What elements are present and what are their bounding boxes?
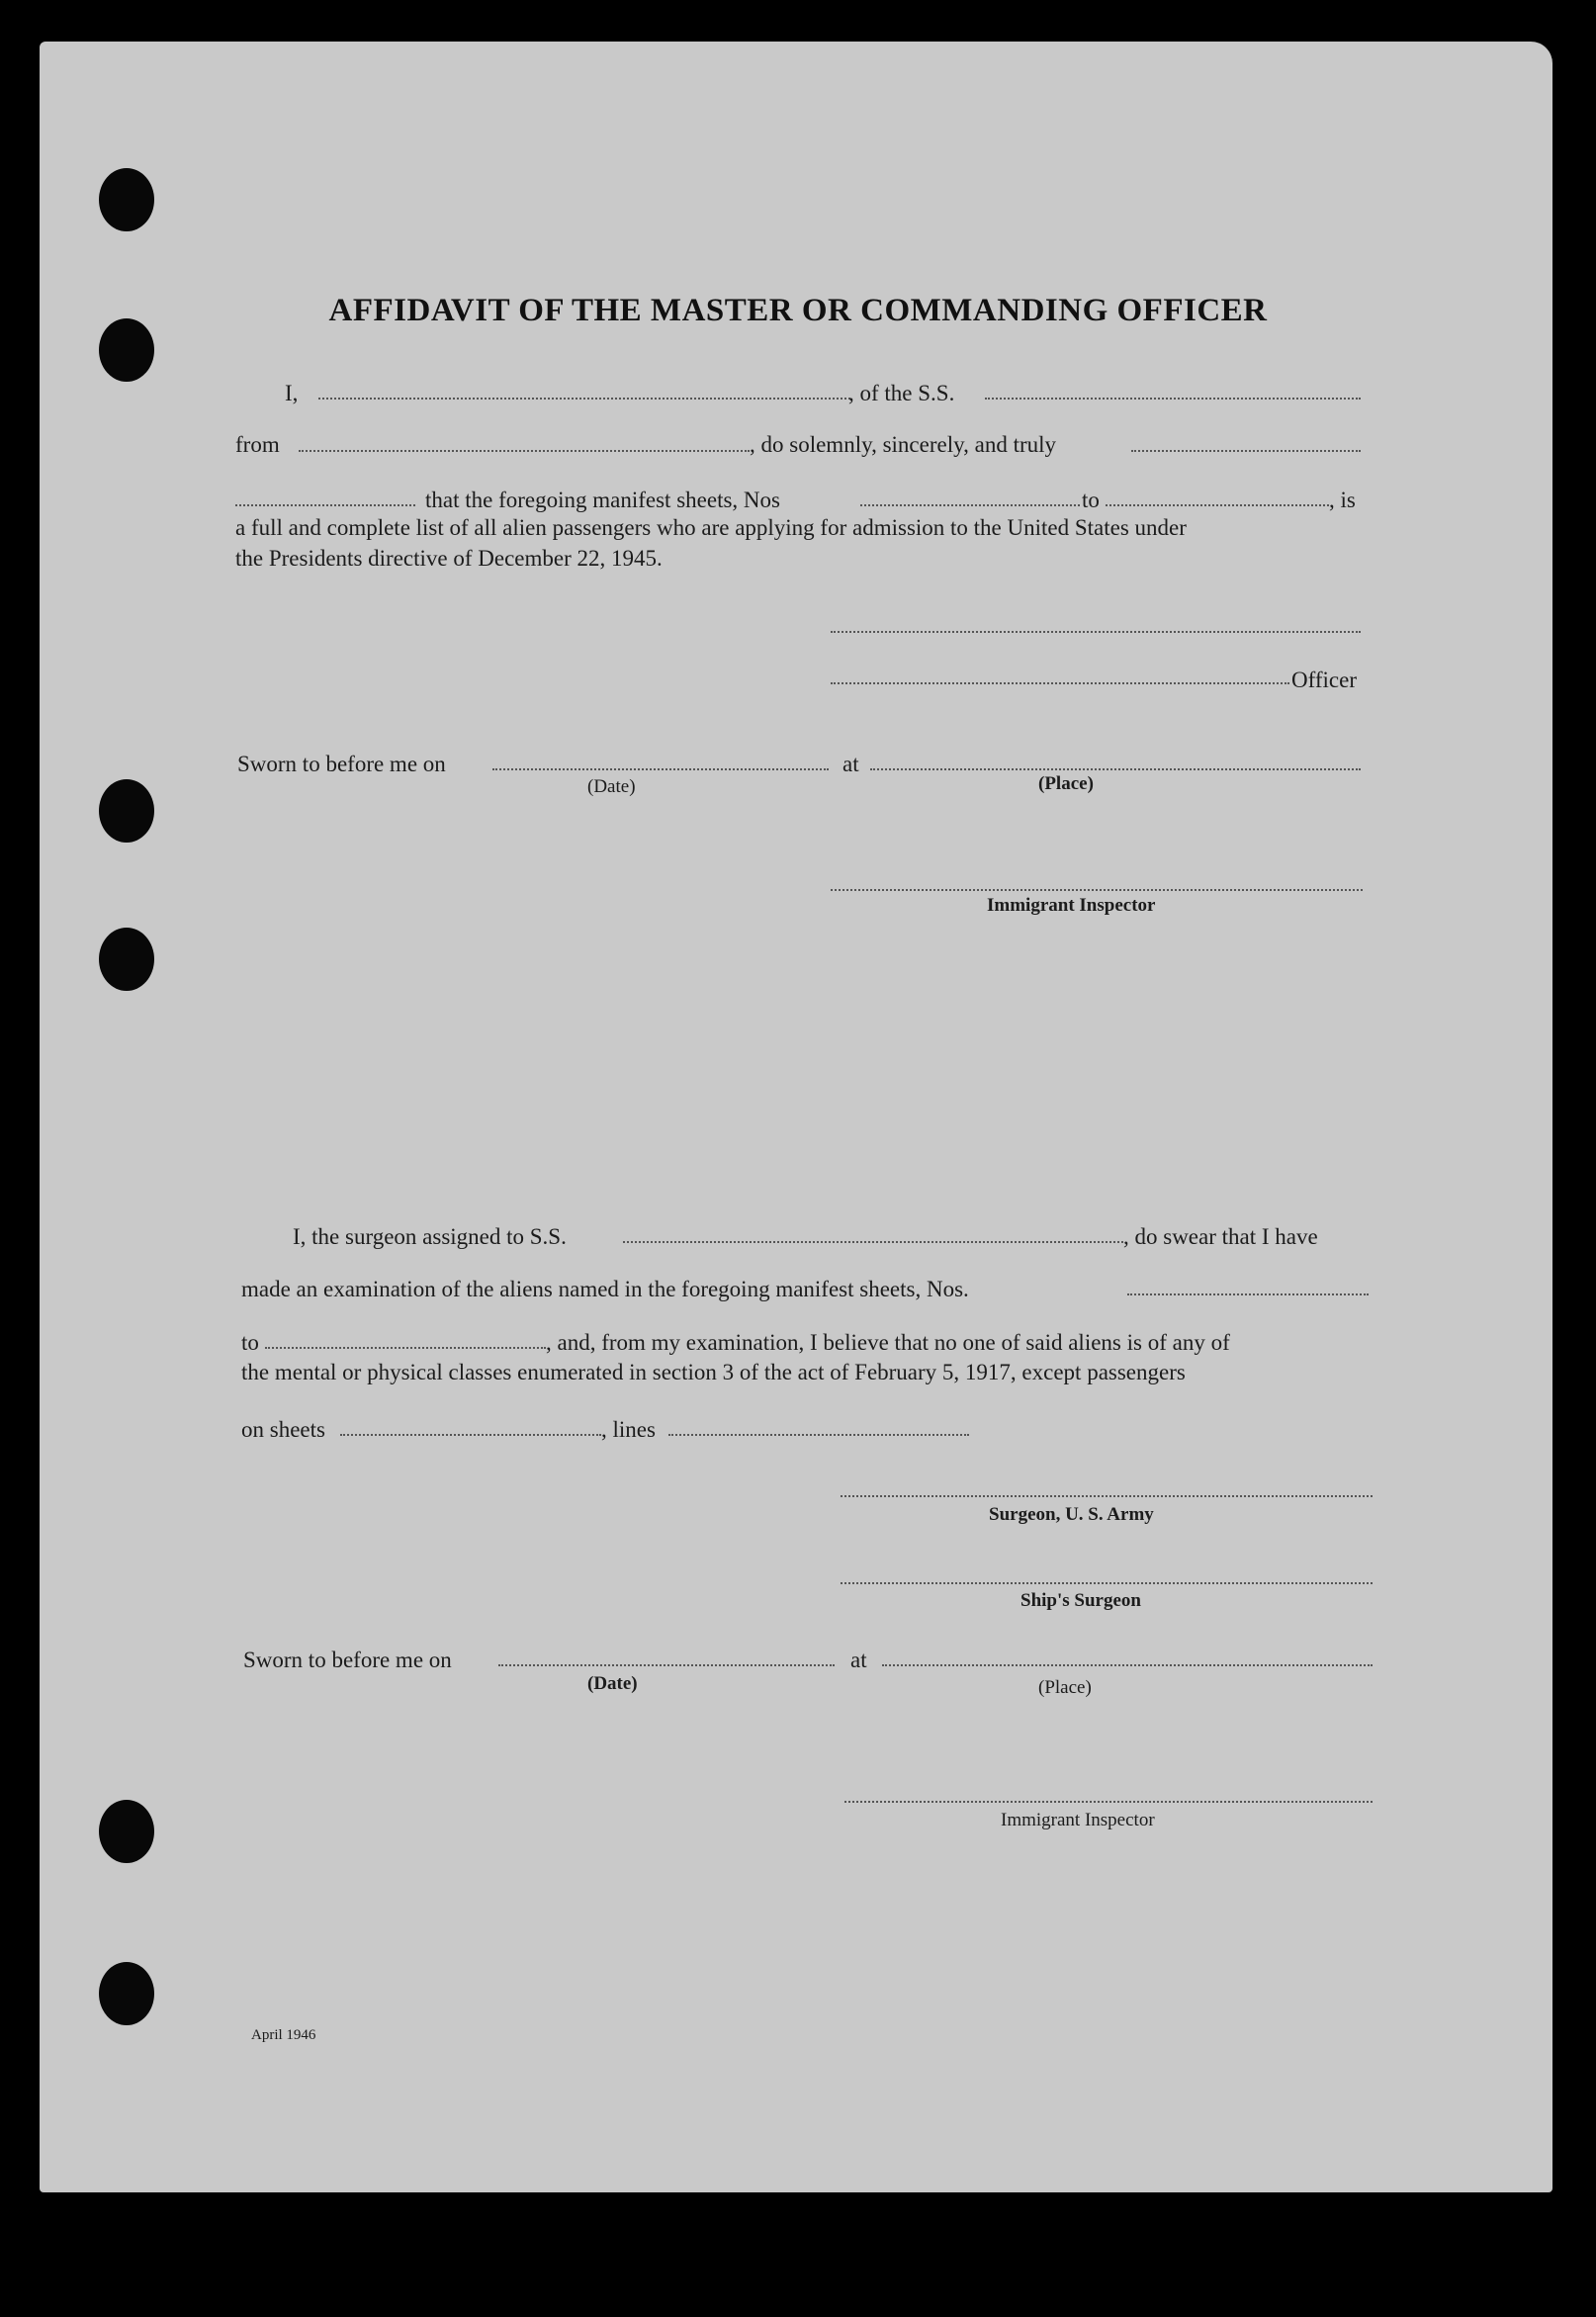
surgeon-line-1: I, the surgeon assigned to S.S. [293,1224,567,1249]
surgeon-to-label: to [241,1330,259,1355]
surgeon-inspector-signature-line[interactable] [844,1801,1373,1803]
page-title: AFFIDAVIT OF THE MASTER OR COMMANDING OFFICER [328,293,1268,328]
master-date-caption: (Date) [587,776,636,797]
master-ship-field[interactable] [985,398,1361,400]
master-is-label: , is [1329,488,1356,512]
army-surgeon-signature-line[interactable] [841,1495,1373,1497]
surgeon-sworn-place-field[interactable] [882,1664,1373,1666]
master-statement-line-2: the Presidents directive of December 22, 1945. [235,546,663,571]
surgeon-sheets-field[interactable] [340,1434,601,1436]
master-swear-label: , do solemnly, sincerely, and truly [750,432,1057,457]
surgeon-on-sheets-label: on sheets [241,1417,325,1442]
punch-hole-3 [99,779,154,843]
master-port-field[interactable] [299,450,750,452]
surgeon-sheets-from-field[interactable] [1127,1293,1369,1295]
master-signature-line[interactable] [831,631,1361,633]
officer-signature-line[interactable] [831,682,1289,684]
master-sheets-to-field[interactable] [1106,504,1329,506]
surgeon-lines-field[interactable] [668,1434,969,1436]
master-at-label: at [842,752,859,776]
surgeon-place-caption: (Place) [1038,1677,1092,1698]
surgeon-line-3: , and, from my examination, I believe that no one of said aliens is of any of [546,1330,1230,1355]
master-inspector-signature-line[interactable] [831,889,1363,891]
master-to-label: to [1082,488,1100,512]
ship-surgeon-signature-line[interactable] [841,1582,1373,1584]
punch-hole-1 [99,168,154,231]
surgeon-sworn-date-field[interactable] [498,1664,835,1666]
surgeon-date-caption: (Date) [587,1673,638,1694]
punch-hole-5 [99,1800,154,1863]
army-surgeon-label: Surgeon, U. S. Army [989,1504,1154,1525]
surgeon-line-2: made an examination of the aliens named in the foregoing manifest sheets, Nos. [241,1277,969,1301]
master-sworn-place-field[interactable] [870,768,1361,770]
master-sworn-label: Sworn to before me on [237,752,446,776]
master-name-field[interactable] [318,398,850,400]
master-of-ss-label: , of the S.S. [848,381,955,405]
surgeon-sheets-to-field[interactable] [265,1347,546,1349]
surgeon-sworn-label: Sworn to before me on [243,1648,452,1672]
ship-surgeon-label: Ship's Surgeon [1020,1590,1141,1611]
master-that-label: that the foregoing manifest sheets, Nos [425,488,780,512]
surgeon-line-4: the mental or physical classes enumerated in section 3 of the act of February 5, 1917, except passengers [241,1360,1186,1384]
document-page [40,42,1552,2192]
master-i-label: I, [285,381,299,405]
officer-label: Officer [1291,668,1357,692]
punch-hole-6 [99,1962,154,2025]
surgeon-swear-label: , do swear that I have [1123,1224,1318,1249]
master-sheets-from-field[interactable] [860,504,1080,506]
surgeon-inspector-label: Immigrant Inspector [1001,1810,1155,1830]
master-from-label: from [235,432,280,457]
surgeon-at-label: at [850,1648,867,1672]
master-statement-line-1: a full and complete list of all alien passengers who are applying for admission to the United States under [235,515,1187,540]
surgeon-lines-label: , lines [601,1417,656,1442]
master-place-caption: (Place) [1038,773,1094,794]
surgeon-ship-field[interactable] [623,1241,1123,1243]
master-sworn-date-field[interactable] [492,768,829,770]
footer-date: April 1946 [251,2027,316,2043]
punch-hole-4 [99,928,154,991]
master-inspector-label: Immigrant Inspector [987,895,1156,916]
master-swear-field[interactable] [1131,450,1361,452]
master-oath-field[interactable] [235,504,415,506]
